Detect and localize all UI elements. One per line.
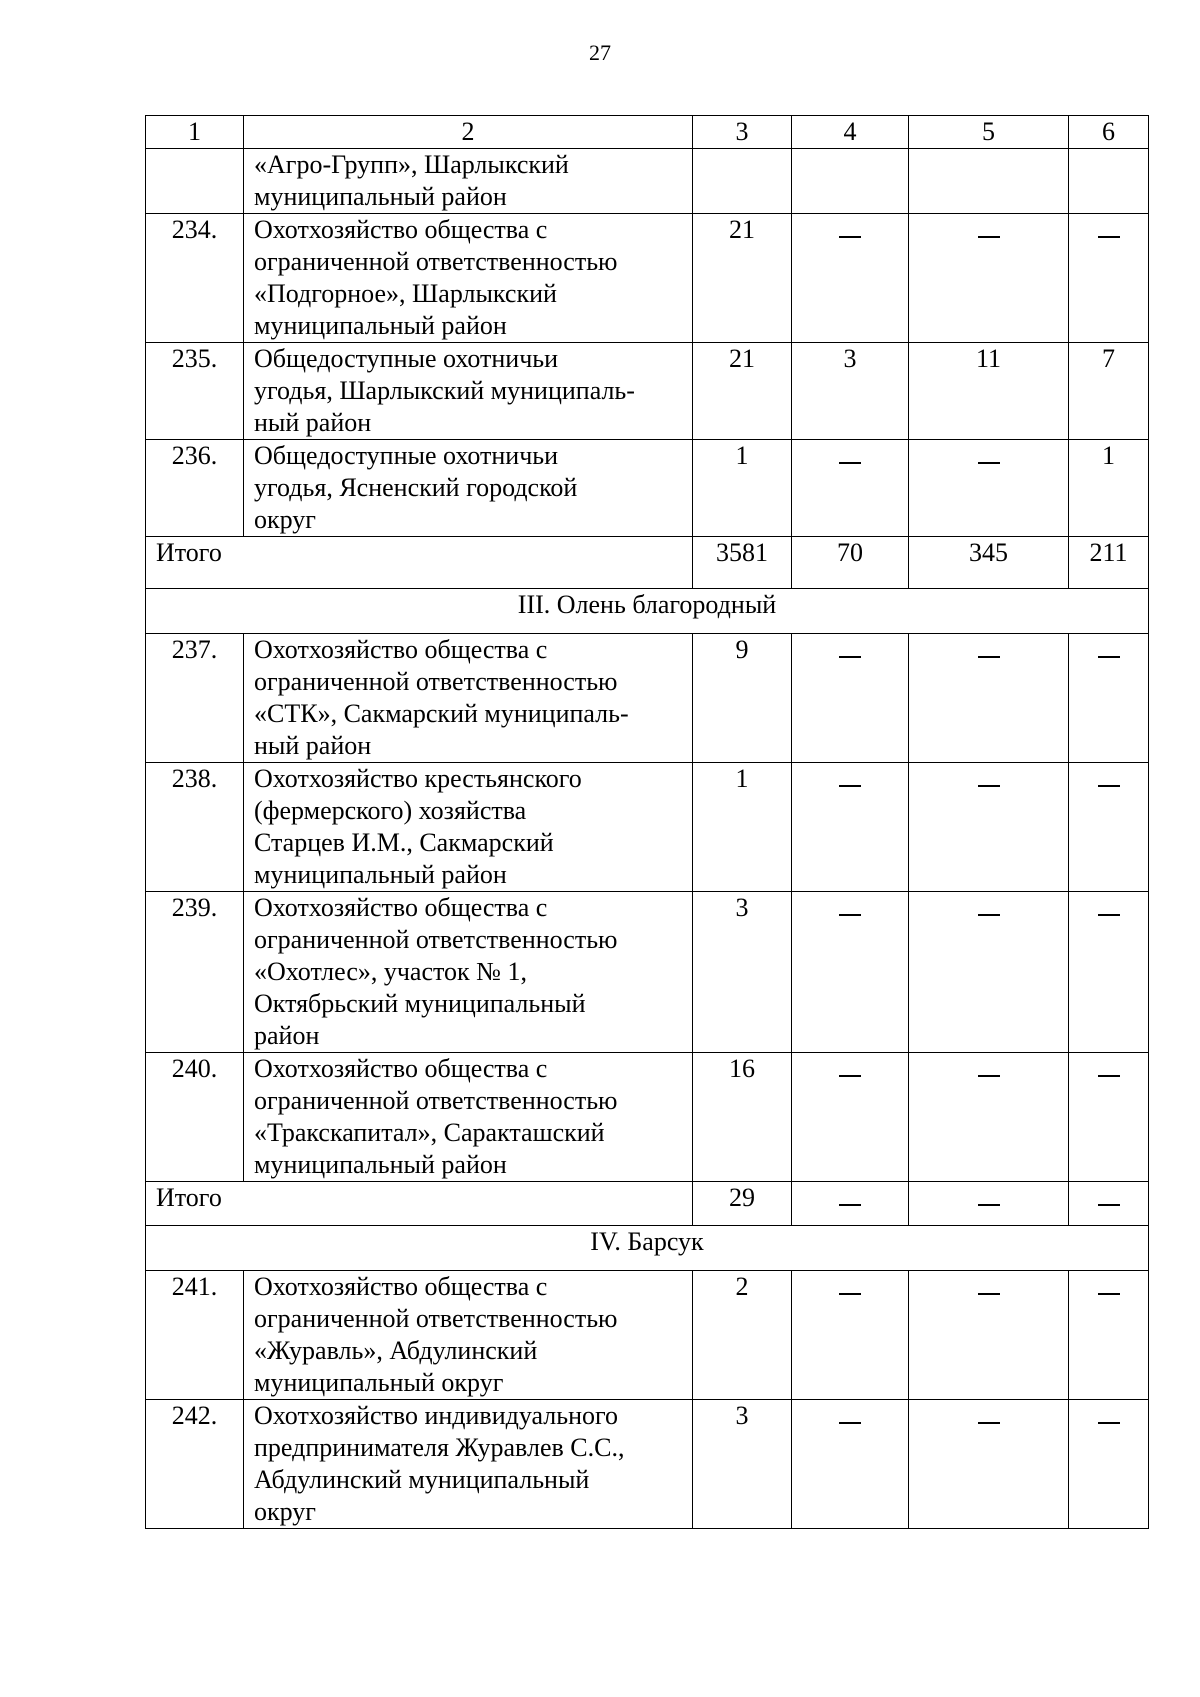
row-number <box>146 149 244 214</box>
row-name-line: ограниченной ответственностью <box>254 667 618 696</box>
row-name-line: ограниченной ответственностью <box>254 1304 618 1333</box>
dash-mark <box>1098 1422 1120 1424</box>
hunting-limits-table <box>145 115 1149 1529</box>
header-cell: 6 <box>1069 116 1149 149</box>
dash-mark <box>978 1422 1000 1424</box>
dash-mark <box>839 656 861 658</box>
row-name-line: «Тракскапитал», Саракташский <box>254 1118 605 1147</box>
dash-mark <box>1098 236 1120 238</box>
table-row <box>146 149 1149 214</box>
row-name-line: округ <box>254 1497 316 1526</box>
row-name-line: ограниченной ответственностью <box>254 247 618 276</box>
row-number: 240. <box>146 1053 244 1182</box>
header-cell: 5 <box>909 116 1069 149</box>
row-name-line: «СТК», Сакмарский муниципаль- <box>254 699 629 728</box>
row-name-line: угодья, Шарлыкский муниципаль- <box>254 376 635 405</box>
dash-mark <box>978 1075 1000 1077</box>
row-number: 242. <box>146 1400 244 1529</box>
row-number: 241. <box>146 1271 244 1400</box>
number-cell <box>909 892 1069 1053</box>
row-name-line: Охотхозяйство крестьянского <box>254 764 582 793</box>
table-row <box>146 892 1149 1053</box>
number-cell <box>792 149 909 214</box>
number-cell: 7 <box>1069 343 1149 440</box>
row-name-cell <box>244 892 693 1053</box>
number-cell <box>1069 1271 1149 1400</box>
row-name-line: Охотхозяйство общества с <box>254 215 548 244</box>
number-cell: 16 <box>693 1053 792 1182</box>
row-name-line: предпринимателя Журавлев С.С., <box>254 1433 625 1462</box>
dash-mark <box>839 914 861 916</box>
row-number: 234. <box>146 214 244 343</box>
total-row <box>146 537 1149 589</box>
number-cell: 9 <box>693 634 792 763</box>
number-cell <box>909 149 1069 214</box>
dash-mark <box>839 462 861 464</box>
dash-mark <box>839 785 861 787</box>
row-name-line: «Охотлес», участок № 1, <box>254 957 527 986</box>
table-row <box>146 763 1149 892</box>
dash-mark <box>839 1293 861 1295</box>
section-heading: III. Олень благородный <box>146 589 1149 634</box>
number-cell <box>1069 149 1149 214</box>
row-number: 237. <box>146 634 244 763</box>
row-name-line: район <box>254 1021 320 1050</box>
number-cell: 211 <box>1069 537 1149 589</box>
dash-mark <box>1098 1204 1120 1206</box>
dash-mark <box>978 1293 1000 1295</box>
number-cell <box>693 149 792 214</box>
section-heading-row <box>146 1226 1149 1271</box>
row-name-line: Охотхозяйство общества с <box>254 635 548 664</box>
row-name-cell <box>244 1271 693 1400</box>
number-cell <box>1069 892 1149 1053</box>
row-name-line: муниципальный район <box>254 311 507 340</box>
total-row <box>146 1182 1149 1226</box>
number-cell <box>909 1053 1069 1182</box>
row-name-line: «Подгорное», Шарлыкский <box>254 279 557 308</box>
number-cell <box>1069 763 1149 892</box>
number-cell: 3 <box>693 1400 792 1529</box>
number-cell <box>792 634 909 763</box>
number-cell <box>909 763 1069 892</box>
row-name-cell <box>244 1053 693 1182</box>
number-cell: 3 <box>792 343 909 440</box>
row-name-line: Октябрьский муниципальный <box>254 989 586 1018</box>
number-cell <box>792 214 909 343</box>
row-name-cell <box>244 149 693 214</box>
dash-mark <box>839 1075 861 1077</box>
row-name-line: муниципальный округ <box>254 1368 504 1397</box>
total-label: Итого <box>146 1182 693 1226</box>
dash-mark <box>839 1204 861 1206</box>
total-label: Итого <box>146 537 693 589</box>
number-cell <box>909 1182 1069 1226</box>
dash-mark <box>1098 1293 1120 1295</box>
number-cell <box>792 1271 909 1400</box>
row-name-cell <box>244 763 693 892</box>
row-name-line: муниципальный район <box>254 182 507 211</box>
row-name-line: Охотхозяйство общества с <box>254 893 548 922</box>
number-cell: 29 <box>693 1182 792 1226</box>
header-cell: 2 <box>244 116 693 149</box>
number-cell <box>1069 1182 1149 1226</box>
number-cell <box>792 1053 909 1182</box>
number-cell <box>1069 1053 1149 1182</box>
row-name-line: угодья, Ясненский городской <box>254 473 578 502</box>
dash-mark <box>978 914 1000 916</box>
dash-mark <box>978 236 1000 238</box>
number-cell: 1 <box>693 763 792 892</box>
row-name-line: «Агро-Групп», Шарлыкский <box>254 150 569 179</box>
row-name-line: Охотхозяйство индивидуального <box>254 1401 619 1430</box>
number-cell: 1 <box>1069 440 1149 537</box>
number-cell: 3 <box>693 892 792 1053</box>
section-heading-row <box>146 589 1149 634</box>
row-number: 235. <box>146 343 244 440</box>
number-cell <box>909 214 1069 343</box>
dash-mark <box>1098 656 1120 658</box>
number-cell <box>1069 1400 1149 1529</box>
number-cell: 21 <box>693 214 792 343</box>
row-number: 239. <box>146 892 244 1053</box>
page-number: 27 <box>589 40 611 65</box>
dash-mark <box>978 462 1000 464</box>
row-name-line: ограниченной ответственностью <box>254 925 618 954</box>
number-cell <box>909 440 1069 537</box>
row-name-cell <box>244 440 693 537</box>
row-name-line: Абдулинский муниципальный <box>254 1465 590 1494</box>
number-cell: 1 <box>693 440 792 537</box>
table-row <box>146 440 1149 537</box>
row-name-line: (фермерского) хозяйства <box>254 796 527 825</box>
number-cell: 21 <box>693 343 792 440</box>
row-name-cell <box>244 634 693 763</box>
dash-mark <box>978 656 1000 658</box>
row-number: 236. <box>146 440 244 537</box>
number-cell <box>909 1400 1069 1529</box>
row-name-cell <box>244 343 693 440</box>
number-cell: 2 <box>693 1271 792 1400</box>
number-cell <box>792 1400 909 1529</box>
section-heading: IV. Барсук <box>146 1226 1149 1271</box>
header-cell: 3 <box>693 116 792 149</box>
number-cell <box>792 763 909 892</box>
row-name-line: Старцев И.М., Сакмарский <box>254 828 554 857</box>
table-row <box>146 1400 1149 1529</box>
header-cell: 4 <box>792 116 909 149</box>
row-name-cell <box>244 1400 693 1529</box>
number-cell <box>1069 634 1149 763</box>
row-name-line: муниципальный район <box>254 1150 507 1179</box>
number-cell: 345 <box>909 537 1069 589</box>
table-row <box>146 1053 1149 1182</box>
dash-mark <box>1098 785 1120 787</box>
dash-mark <box>839 1422 861 1424</box>
number-cell <box>792 440 909 537</box>
row-name-line: ограниченной ответственностью <box>254 1086 618 1115</box>
row-number: 238. <box>146 763 244 892</box>
row-name-line: Охотхозяйство общества с <box>254 1054 548 1083</box>
table-row <box>146 1271 1149 1400</box>
row-name-line: ный район <box>254 731 372 760</box>
number-cell: 3581 <box>693 537 792 589</box>
number-cell <box>909 634 1069 763</box>
dash-mark <box>1098 914 1120 916</box>
number-cell <box>792 892 909 1053</box>
number-cell <box>792 1182 909 1226</box>
number-cell: 11 <box>909 343 1069 440</box>
row-name-cell <box>244 214 693 343</box>
number-cell: 70 <box>792 537 909 589</box>
table-row <box>146 634 1149 763</box>
row-name-line: ный район <box>254 408 372 437</box>
row-name-line: Общедоступные охотничьи <box>254 344 559 373</box>
row-name-line: округ <box>254 505 316 534</box>
table-row <box>146 343 1149 440</box>
dash-mark <box>978 1204 1000 1206</box>
dash-mark <box>1098 1075 1120 1077</box>
number-cell <box>909 1271 1069 1400</box>
row-name-line: Охотхозяйство общества с <box>254 1272 548 1301</box>
dash-mark <box>978 785 1000 787</box>
row-name-line: Общедоступные охотничьи <box>254 441 559 470</box>
row-name-line: «Журавль», Абдулинский <box>254 1336 538 1365</box>
dash-mark <box>839 236 861 238</box>
header-cell: 1 <box>146 116 244 149</box>
table-row <box>146 214 1149 343</box>
row-name-line: муниципальный район <box>254 860 507 889</box>
number-cell <box>1069 214 1149 343</box>
header-row <box>146 116 1149 149</box>
